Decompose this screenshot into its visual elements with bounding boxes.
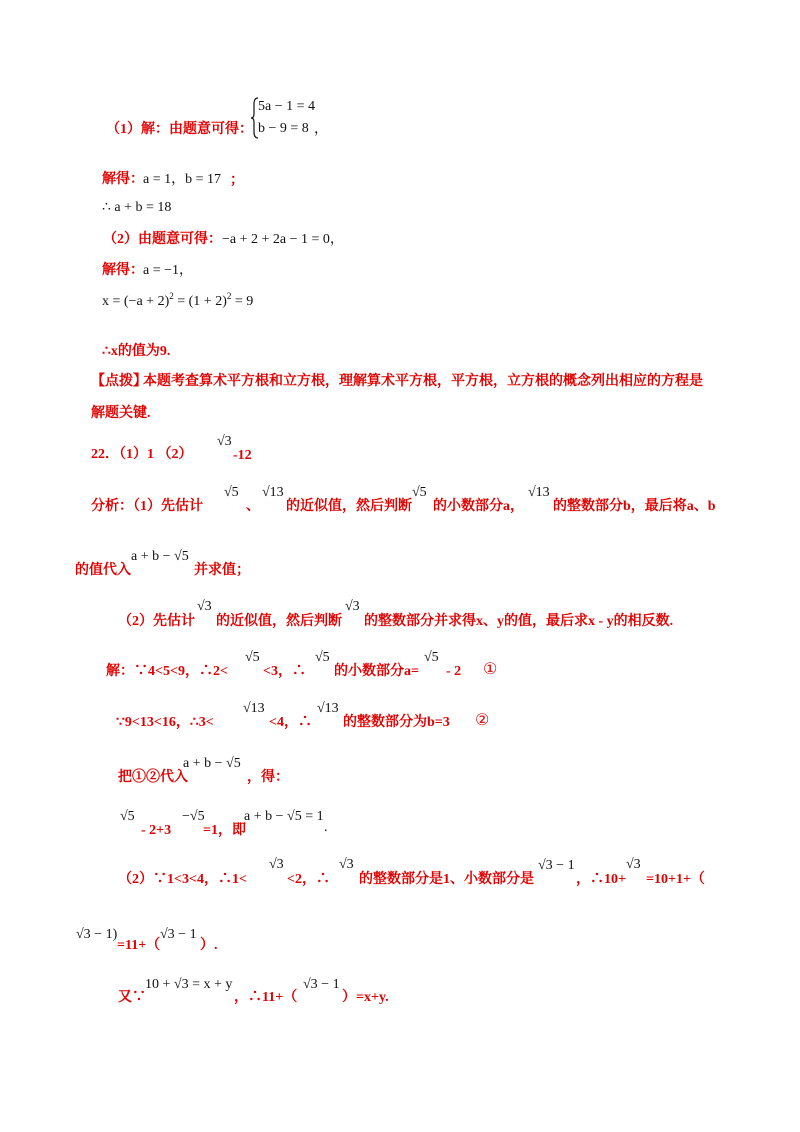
sqrt5-b: √5 — [412, 485, 427, 500]
analysis-text-3a: （2）先估计 — [118, 614, 195, 629]
analysis-text-1c: 的小数部分a， — [433, 499, 524, 514]
result-end: . — [324, 820, 328, 835]
q21-part1-label: （1）解：由题意可得： — [106, 122, 253, 137]
expr-ab-sqrt5: a + b − √5 — [131, 549, 189, 564]
analysis-text-3b: 的近似值，然后判断 — [216, 614, 342, 629]
sqrt13-c: √13 — [243, 701, 265, 716]
sqrt5-f: √5 — [120, 809, 135, 824]
x-equation: $x = (-a + 2)^2 = (1 + 2)^2 = 9$ — [102, 291, 254, 309]
circle-one: ① — [483, 661, 498, 678]
system-equation-1: 5a − 1 = 4 — [258, 99, 316, 114]
system-equation-2: b − 9 = 8 — [258, 121, 309, 136]
solution-line1-a: 解：∵4<5<9，∴2< — [106, 664, 228, 679]
expr-ab-sqrt5-2: a + b − √5 — [183, 756, 241, 771]
analysis-text-3c: 的整数部分并求得x、y的值，最后求x - y的相反数. — [364, 614, 674, 629]
substitute-b: ，得： — [247, 770, 289, 785]
solve-values: a = 1，b = 17 — [143, 172, 222, 187]
sqrt13-a: √13 — [262, 485, 284, 500]
sqrt3-minus-1-b: √3 − 1 — [160, 927, 197, 942]
analysis-intro: 分析：（1）先估计 — [91, 499, 203, 514]
sqrt3-minus-1-paren: √3 − 1) — [76, 927, 118, 942]
also-line-b: ，∴11+（ — [234, 990, 298, 1005]
header-suffix: -12 — [233, 448, 252, 463]
also-line-a: 又∵ — [118, 990, 146, 1005]
part2-line-f-end: ）. — [200, 938, 218, 953]
sqrt3-c: √3 — [269, 857, 284, 872]
part2-line-c: 的整数部分是1、小数部分是 — [359, 872, 534, 887]
sqrt5-e: √5 — [424, 650, 439, 665]
part2-line-e: =10+1+（ — [646, 872, 705, 887]
analysis-text-1d: 的整数部分b，最后将a、b — [553, 499, 716, 514]
part2-equation: −a + 2 + 2a − 1 = 0， — [222, 232, 344, 247]
solve-a: a = −1， — [143, 263, 194, 278]
analysis-text-2b: 并求值； — [194, 563, 250, 578]
comment-line-1: 本题考查算术平方根和立方根，理解算术平方根，平方根，立方根的概念列出相应的方程是 — [143, 374, 703, 389]
neg-sqrt5: −√5 — [182, 809, 205, 824]
part2-line-f: =11+（ — [117, 938, 161, 953]
sqrt13-b: √13 — [528, 485, 550, 500]
comment-line-2: 解题关键. — [91, 406, 151, 421]
sqrt5-d: √5 — [315, 650, 330, 665]
solve-end: ； — [230, 173, 244, 188]
sqrt5-a: √5 — [224, 485, 239, 500]
q21-part2-label: （2）由题意可得： — [103, 232, 222, 247]
solution-line1-c: 的小数部分a= — [334, 664, 419, 679]
part2-line-b: <2，∴ — [287, 872, 330, 887]
result-equation: a + b − √5 = 1 — [244, 809, 324, 824]
part2-line-a: （2）∵1<3<4，∴1< — [118, 872, 247, 887]
solution-line1-b: <3，∴ — [263, 664, 306, 679]
analysis-text-1b: 的近似值，然后判断 — [286, 499, 412, 514]
therefore-sum: ∴ a + b = 18 — [102, 200, 172, 215]
comment-tag: 【点拨】 — [91, 374, 147, 389]
q22-header: 22．（1）1 （2） — [91, 447, 193, 462]
result-b: =1，即 — [203, 823, 246, 838]
header-sqrt3: √3 — [217, 434, 232, 449]
system-suffix: ， — [314, 122, 328, 137]
sqrt3-a: √3 — [197, 599, 212, 614]
substitute-a: 把①②代入 — [118, 770, 188, 785]
circle-two: ② — [475, 712, 490, 729]
x-value-conclusion: ∴x的值为9. — [102, 344, 171, 359]
also-equation: 10 + √3 = x + y — [145, 977, 233, 992]
sqrt3-minus-1-c: √3 − 1 — [303, 977, 340, 992]
solve-label: 解得： — [102, 172, 144, 187]
sep: 、 — [246, 499, 260, 514]
sqrt3-d: √3 — [339, 857, 354, 872]
also-line-c: ）=x+y. — [342, 990, 389, 1005]
solution-line2-a: ∵9<13<16，∴3< — [116, 715, 214, 730]
solution-line2-c: 的整数部分为b=3 — [343, 715, 450, 730]
analysis-text-2a: 的值代入 — [75, 563, 131, 578]
solve-label-2: 解得： — [102, 263, 144, 278]
solution-line1-d: - 2 — [446, 664, 462, 679]
sqrt3-b: √3 — [345, 599, 360, 614]
result-a: - 2+3 — [141, 823, 172, 838]
sqrt5-c: √5 — [245, 650, 260, 665]
sqrt3-minus-1: √3 − 1 — [538, 858, 575, 873]
sqrt3-e: √3 — [626, 857, 641, 872]
solution-line2-b: <4，∴ — [269, 715, 312, 730]
sqrt13-d: √13 — [317, 701, 339, 716]
part2-line-d: ，∴10+ — [576, 872, 626, 887]
